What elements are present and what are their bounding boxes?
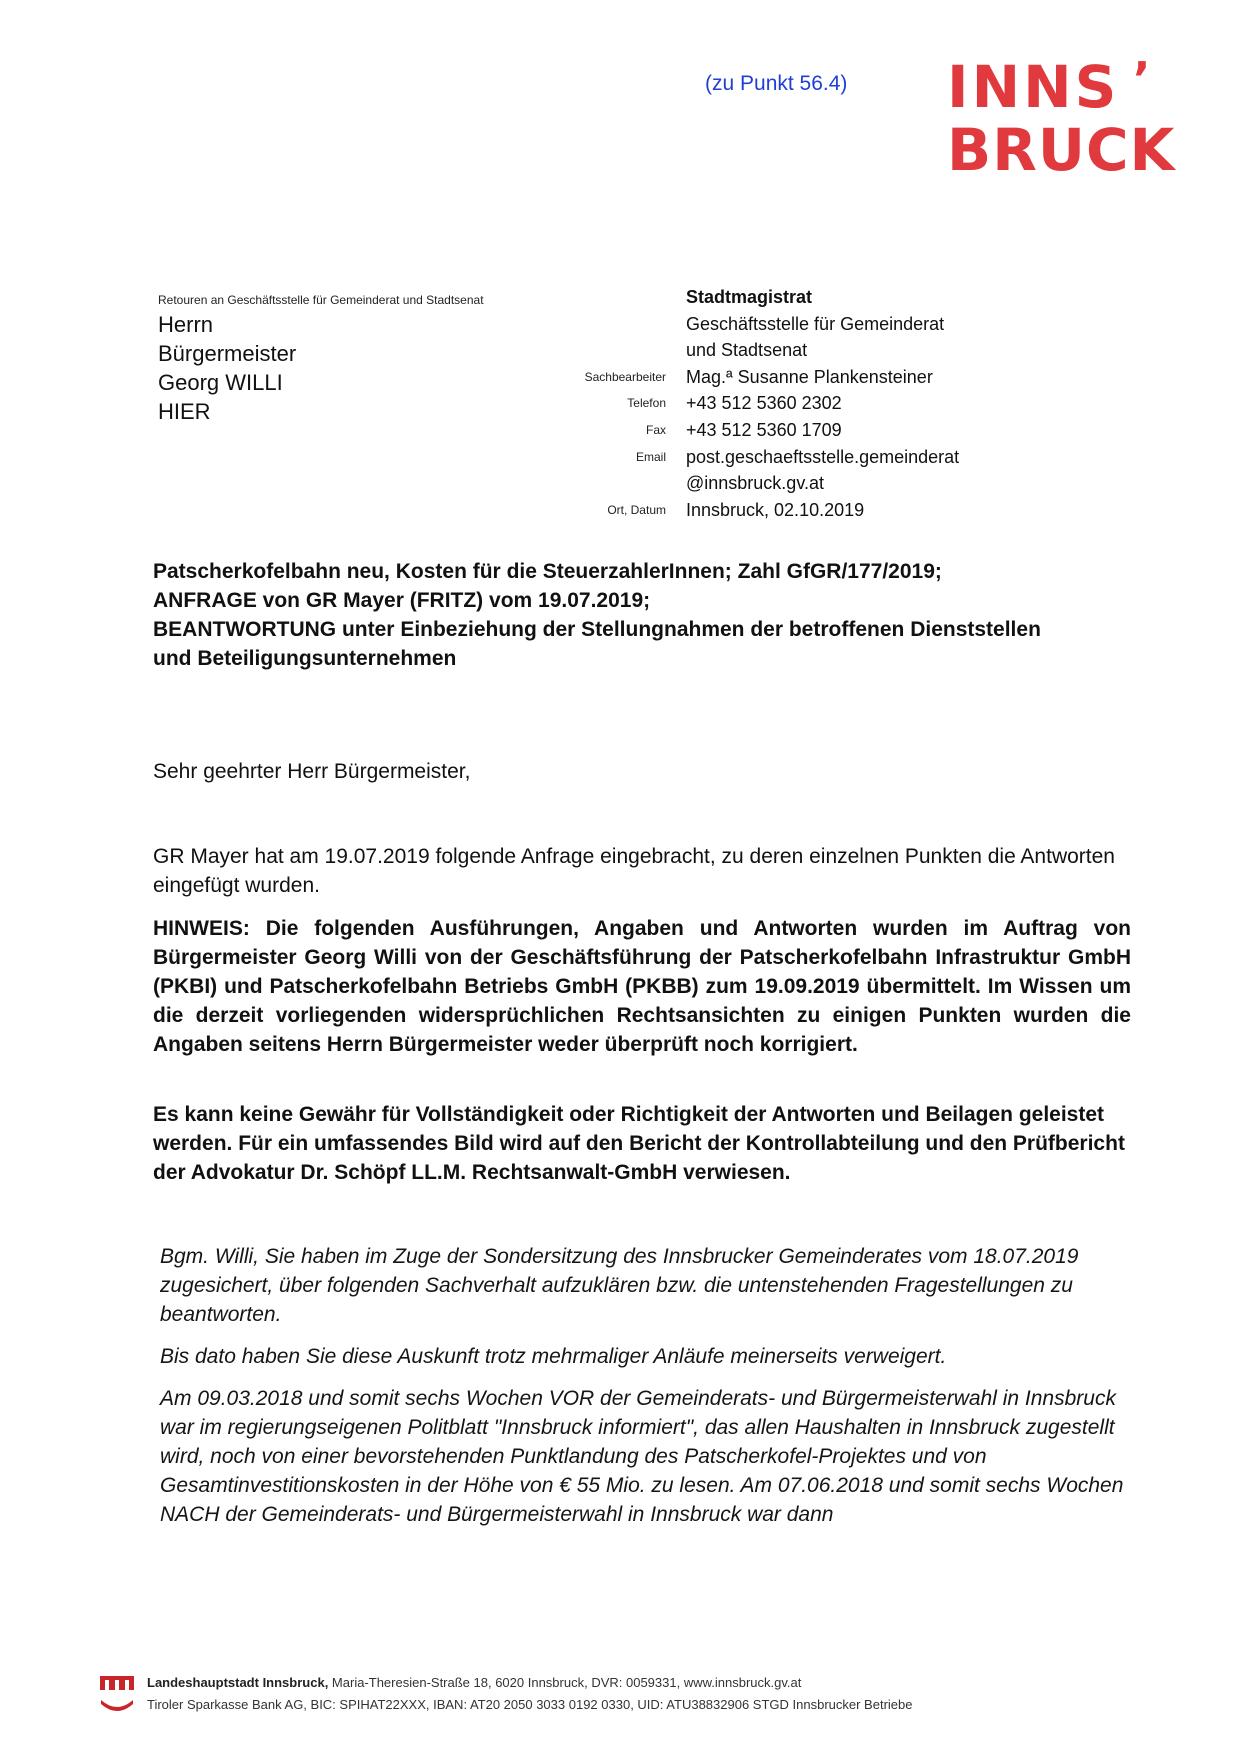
quote-paragraph: Bgm. Willi, Sie haben im Zuge der Sondersitzung des Innsbrucker Gemeinderates vom 18.07.2019 zugesichert, über folgenden Sachverhalt aufzuklären bzw. die untenstehenden Fragestellungen zu beantworten.	[160, 1245, 1079, 1326]
footer-address: Maria-Theresien-Straße 18, 6020 Innsbruck, DVR: 0059331, www.innsbruck.gv.at	[328, 1675, 802, 1690]
footer-bank: Tiroler Sparkasse Bank AG, BIC: SPIHAT22XXX, IBAN: AT20 2050 3033 0192 0330, UID: ATU38832906 STGD Innsbrucker Betriebe	[147, 1697, 913, 1712]
intro-paragraph: GR Mayer hat am 19.07.2019 folgende Anfrage eingebracht, zu deren einzelnen Punkten die Antworten eingefügt wurden.	[153, 845, 1115, 897]
sender-values	[686, 284, 959, 523]
field-label: Email	[635, 449, 666, 464]
field-label	[520, 470, 666, 497]
field-value: Mag.ª Susanne Plankensteiner	[686, 366, 933, 387]
field-label: Fax	[645, 422, 666, 437]
subject-heading	[153, 557, 1133, 673]
recipient-line: Georg WILLI	[158, 370, 283, 395]
field-label: Ort, Datum	[607, 502, 666, 517]
field-label: Sachbearbeiter	[584, 369, 666, 384]
quote-paragraph: Bis dato haben Sie diese Auskunft trotz mehrmaliger Anläufe meinerseits verweigert.	[160, 1345, 947, 1368]
reference-note: (zu Punkt 56.4)	[705, 72, 848, 95]
svg-text:’: ’	[1133, 55, 1151, 106]
field-value: post.geschaeftsstelle.gemeinderat	[686, 446, 960, 467]
footer-city: Landeshauptstadt Innsbruck,	[147, 1675, 329, 1690]
field-value: +43 512 5360 2302	[686, 393, 842, 414]
salutation: Sehr geehrter Herr Bürgermeister,	[153, 760, 471, 783]
quote-paragraph: Am 09.03.2018 und somit sechs Wochen VOR der Gemeinderats- und Bürgermeisterwahl in Innsbruck war im regierungseigenen Politblatt "Innsbruck informiert", das allen Haushalten in Innsbruck zugestellt wird, noch von einer bevorstehenden Punktlandung des Patscherkofel-Projektes und von Gesamtinvestitionskosten in der Höhe von € 55 Mio. zu lesen. Am 07.06.2018 und somit sechs Wochen NACH der Gemeinderats- und Bürgermeisterwahl in Innsbruck war dann	[160, 1387, 1124, 1526]
recipient-line: Bürgermeister	[158, 341, 297, 366]
svg-text:INNS: INNS	[947, 55, 1120, 121]
recipient-address	[158, 310, 296, 426]
subject-line: ANFRAGE von GR Mayer (FRITZ) vom 19.07.2019;	[153, 589, 651, 612]
city-crest-icon	[100, 1674, 134, 1692]
disclaimer-paragraph: Es kann keine Gewähr für Vollständigkeit oder Richtigkeit der Antworten und Beilagen geleistet werden. Für ein umfassendes Bild wird auf den Bericht der Kontrollabteilung und den Prüfbericht der Advokatur Dr. Schöpf LL.M. Rechtsanwalt-GmbH verwiesen.	[153, 1103, 1125, 1184]
innsbruck-logo	[945, 55, 1200, 180]
field-value: @innsbruck.gv.at	[686, 473, 824, 494]
sender-labels	[520, 284, 666, 523]
svg-text:BRUCK: BRUCK	[947, 116, 1176, 180]
field-value: +43 512 5360 1709	[686, 419, 842, 440]
return-address-line: Retouren an Geschäftsstelle für Gemeinderat und Stadtsenat	[158, 293, 484, 307]
field-value: Innsbruck, 02.10.2019	[686, 499, 865, 520]
subject-line: Patscherkofelbahn neu, Kosten für die SteuerzahlerInnen; Zahl GfGR/177/2019;	[153, 560, 942, 583]
sender-department: und Stadtsenat	[686, 340, 808, 361]
footer	[100, 1672, 1140, 1716]
subject-line: BEANTWORTUNG unter Einbeziehung der Stellungnahmen der betroffenen Dienststellen	[153, 618, 1041, 641]
hinweis-paragraph: HINWEIS: Die folgenden Ausführungen, Angaben und Antworten wurden im Auftrag von Bürgermeister Georg Willi von der Geschäftsführung der Patscherkofelbahn Infrastruktur GmbH (PKBI) und Patscherkofelbahn Betriebs GmbH (PKBB) zum 19.09.2019 übermittelt. Im Wissen um die derzeit vorliegenden widersprüchlichen Rechtsansichten zu einigen Punkten wurden die Angaben seitens Herrn Bürgermeister weder überprüft noch korrigiert.	[153, 917, 1131, 1056]
subject-line: und Beteiligungsunternehmen	[153, 647, 457, 670]
bridge-icon	[100, 1696, 134, 1714]
sender-office: Stadtmagistrat	[686, 287, 813, 307]
sender-department: Geschäftsstelle für Gemeinderat	[686, 313, 945, 334]
recipient-line: HIER	[158, 399, 211, 424]
field-label: Telefon	[627, 396, 666, 411]
recipient-line: Herrn	[158, 312, 214, 337]
